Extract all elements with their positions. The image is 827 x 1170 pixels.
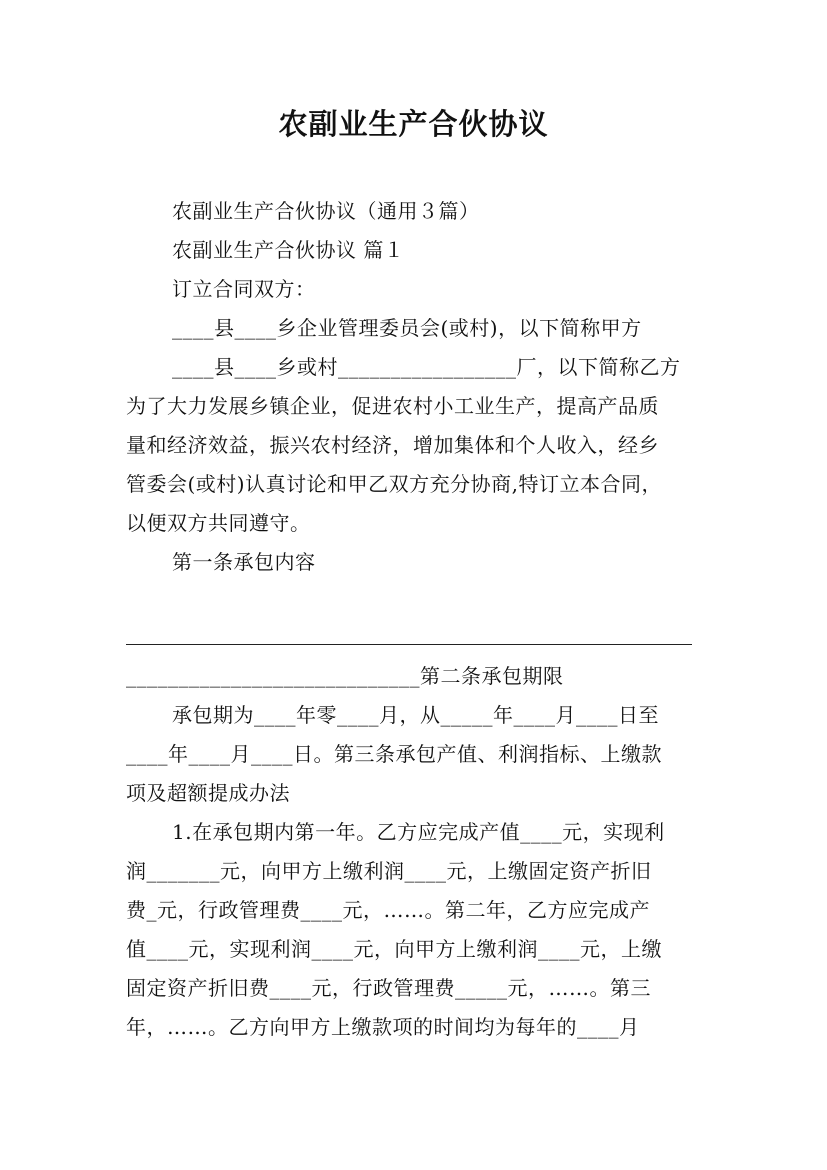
body-text-line: 为了大力发展乡镇企业，促进农村小工业生产，提高产品质 <box>126 394 659 418</box>
article-heading: 第一条承包内容 <box>172 550 316 574</box>
body-text-line: 年，……。乙方向甲方上缴款项的时间均为每年的____月 <box>126 1015 640 1039</box>
section-heading: 农副业生产合伙协议 篇１ <box>172 238 405 262</box>
body-text-line: 以便双方共同遵守。 <box>126 511 311 535</box>
body-text-line: 管委会(或村)认真讨论和甲乙双方充分协商,特订立本合同， <box>126 472 662 496</box>
body-text-line: 项及超额提成办法 <box>126 781 290 805</box>
party-a-line: ____县____乡企业管理委员会(或村)，以下简称甲方 <box>172 316 642 340</box>
body-text-line: ____年____月____日。第三条承包产值、利润指标、上缴款 <box>126 742 662 766</box>
article-heading-line: ____________________________第二条承包期限 <box>126 664 564 688</box>
body-text-line: 量和经济效益，振兴农村经济，增加集体和个人收入，经乡 <box>126 433 659 457</box>
body-text-line: 润_______元，向甲方上缴利润____元，上缴固定资产折旧 <box>126 859 652 883</box>
body-text-line: 值____元，实现利润____元，向甲方上缴利润____元，上缴 <box>126 937 662 961</box>
subtitle-line: 农副业生产合伙协议（通用３篇） <box>172 199 480 223</box>
document-title: 农副业生产合伙协议 <box>278 107 549 141</box>
body-text-line: 1.在承包期内第一年。乙方应完成产值____元，实现利 <box>172 820 665 844</box>
body-text-line: 承包期为____年零____月，从_____年____月____日至 <box>172 703 659 727</box>
party-b-line: ____县____乡或村_________________厂，以下简称乙方 <box>172 355 681 379</box>
parties-heading: 订立合同双方： <box>172 277 316 301</box>
body-text-line: 费_元，行政管理费____元，……。第二年，乙方应完成产 <box>126 898 650 922</box>
body-text-line: 固定资产折旧费____元，行政管理费_____元，……。第三 <box>126 976 651 1000</box>
blank-fill-rule <box>126 644 692 645</box>
